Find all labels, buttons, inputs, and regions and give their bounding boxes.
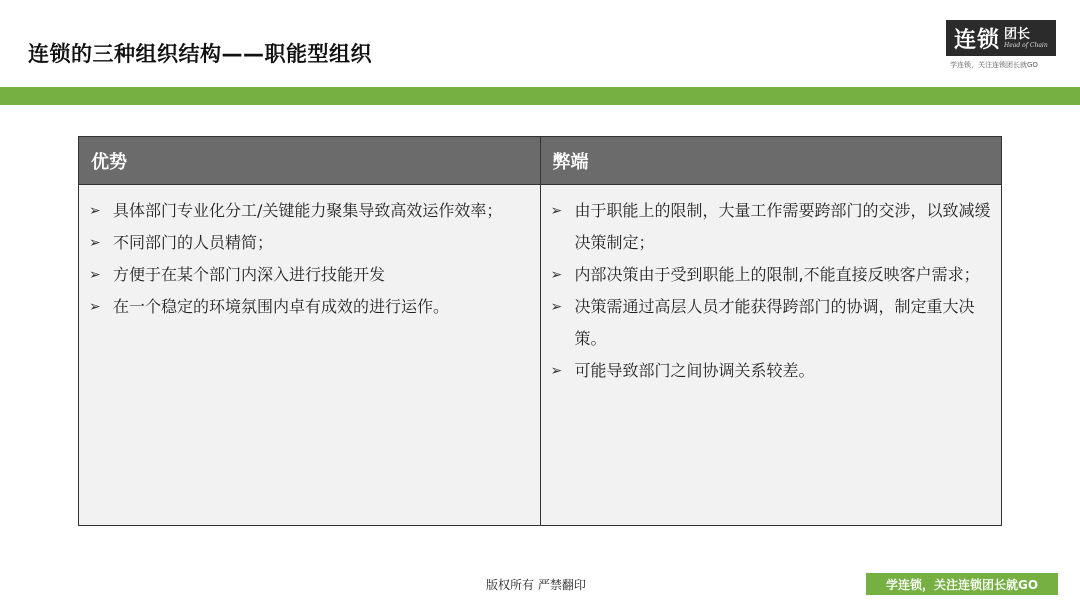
list-item	[551, 291, 992, 355]
logo-main-text: 连锁	[954, 27, 1001, 53]
list-item	[551, 259, 992, 291]
logo-side	[1004, 28, 1048, 49]
list-item-text: 在一个稳定的环境氛围内卓有成效的进行运作。	[113, 297, 450, 316]
disadvantages-column	[540, 137, 1002, 525]
list-item	[89, 259, 530, 291]
arrow-bullet-icon: ➢	[550, 363, 563, 379]
list-item-text: 可能导致部门之间协调关系较差。	[574, 361, 815, 380]
list-item-text: 由于职能上的限制，大量工作需要跨部门的交涉，以致减缓决策制定；	[574, 201, 991, 252]
list-item	[89, 195, 530, 227]
copyright-notice: 版权所有 严禁翻印	[486, 578, 586, 592]
logo-english-text: Head of Chain	[1004, 41, 1048, 49]
arrow-bullet-icon: ➢	[550, 203, 563, 219]
arrow-bullet-icon: ➢	[89, 299, 101, 315]
advantages-column	[79, 137, 540, 525]
brand-logo	[946, 20, 1056, 56]
comparison-table	[78, 136, 1002, 526]
logo-tagline: 学连锁，关注连锁团长就GO	[950, 61, 1038, 69]
arrow-bullet-icon: ➢	[550, 299, 563, 315]
arrow-bullet-icon: ➢	[89, 203, 101, 219]
page-title: 连锁的三种组织结构——职能型组织	[28, 42, 372, 66]
slogan-banner: 学连锁，关注连锁团长就GO	[866, 573, 1058, 595]
list-item	[89, 227, 530, 259]
list-item-text: 内部决策由于受到职能上的限制,不能直接反映客户需求；	[574, 265, 980, 284]
disadvantages-list	[541, 185, 1002, 525]
list-item-text: 方便于在某个部门内深入进行技能开发	[113, 265, 386, 284]
header-divider-bar	[0, 87, 1080, 105]
list-item	[551, 195, 992, 259]
list-item	[89, 291, 530, 323]
list-item	[551, 355, 992, 387]
arrow-bullet-icon: ➢	[550, 267, 563, 283]
list-item-text: 决策需通过高层人员才能获得跨部门的协调，制定重大决策。	[574, 297, 975, 348]
advantages-list	[79, 185, 540, 525]
logo-small-text: 团长	[1004, 26, 1031, 42]
list-item-text: 具体部门专业化分工/关键能力聚集导致高效运作效率；	[113, 201, 503, 220]
arrow-bullet-icon: ➢	[89, 235, 101, 251]
arrow-bullet-icon: ➢	[89, 267, 101, 283]
list-item-text: 不同部门的人员精简；	[113, 233, 274, 252]
advantages-heading: 优势	[79, 137, 540, 185]
disadvantages-heading: 弊端	[541, 137, 1002, 185]
